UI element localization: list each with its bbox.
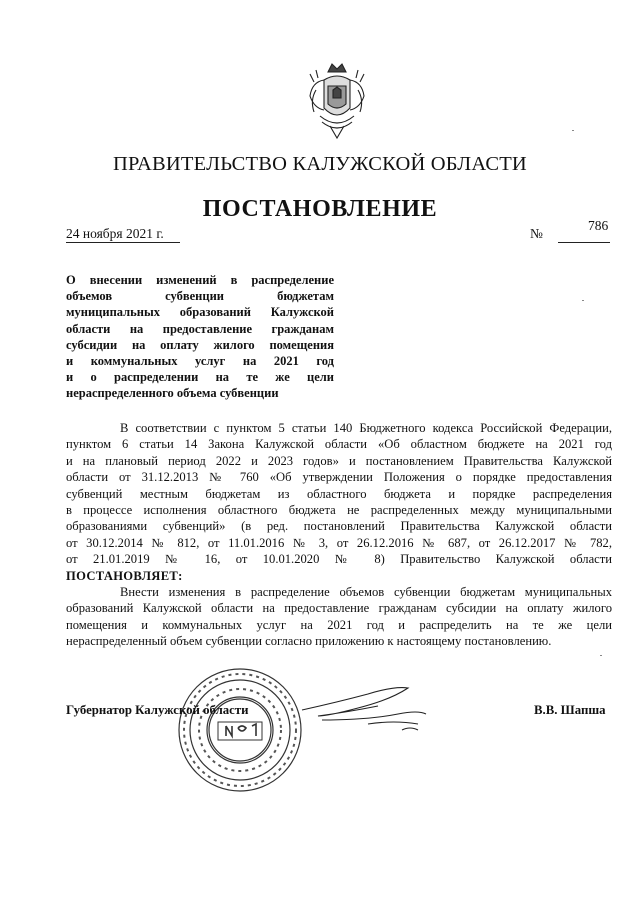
number-sign: № xyxy=(530,226,543,241)
scan-speck xyxy=(572,130,574,131)
resolves-heading: ПОСТАНОВЛЯЕТ: xyxy=(66,568,183,583)
body-line: В соответствии с пунктом 5 статьи 140 Бюджетного кодекса Российской Федерации, xyxy=(120,421,612,435)
body-line: Внести изменения в распределение объемов субвенции бюджетам муниципальных xyxy=(120,585,612,600)
subject-line: и коммунальных услуг на 2021 год xyxy=(66,354,334,369)
subject-block xyxy=(66,272,334,402)
body-line: и на плановый период 2022 и 2023 годов» и постановлением Правительства Калужской xyxy=(66,453,612,468)
subject-line: объемов субвенции бюджетам xyxy=(66,289,334,304)
document-number-field xyxy=(530,218,610,242)
subject-line: области на предоставление гражданам xyxy=(66,321,334,336)
subject-line: и о распределении на те же цели xyxy=(66,370,334,385)
document-type-heading: ПОСТАНОВЛЕНИЕ xyxy=(202,196,438,222)
kaluga-coat-of-arms-icon xyxy=(306,60,368,142)
body-line: образованиями субвенций» (в ред. постановлений Правительства Калужской области xyxy=(66,519,612,534)
subject-line: нераспределенного объема субвенции xyxy=(66,386,279,401)
subject-line: субсидии на оплату жилого помещения xyxy=(66,337,334,352)
document-number: 786 xyxy=(588,218,609,233)
handwritten-signature-icon xyxy=(298,680,438,740)
body-line: от 30.12.2014 № 812, от 11.01.2016 № 3, от 26.12.2016 № 687, от 26.12.2017 № 782, xyxy=(66,535,612,550)
body-line: помещения и коммунальных услуг на 2021 год и распределить на те же цели xyxy=(66,617,612,632)
official-round-seal-icon xyxy=(176,666,304,794)
body-line: пунктом 6 статьи 14 Закона Калужской области «Об областном бюджете на 2021 год xyxy=(66,437,612,452)
signer-name: В.В. Шапша xyxy=(534,703,606,717)
body-line: области от 31.12.2013 № 760 «Об утверждении Положения о порядке предоставления xyxy=(66,470,612,485)
body-line: нераспределенный объем субвенции согласно приложению к настоящему постановлению. xyxy=(66,634,552,649)
body-line: от 21.01.2019 № 16, от 10.01.2020 № 8) Правительство Калужской области xyxy=(66,552,612,567)
subject-line: О внесении изменений в распределение xyxy=(66,273,334,287)
scan-speck xyxy=(600,655,602,656)
number-underline xyxy=(558,218,610,243)
document-body xyxy=(66,420,612,650)
signer-title: Губернатор Калужской области xyxy=(66,703,249,717)
organization-title: ПРАВИТЕЛЬСТВО КАЛУЖСКОЙ ОБЛАСТИ xyxy=(113,153,527,175)
body-line: образований Калужской области на предоставление гражданам субсидии на оплату жилого xyxy=(66,601,612,616)
subject-line: муниципальных образований Калужской xyxy=(66,305,334,320)
body-line: в процессе исполнения областного бюджета не распределенных между муниципальными xyxy=(66,503,612,518)
scan-speck xyxy=(582,300,584,301)
body-line: субвенций местным бюджетам из областного бюджета и порядке распределения xyxy=(66,486,612,501)
document-date: 24 ноября 2021 г. xyxy=(66,226,180,243)
